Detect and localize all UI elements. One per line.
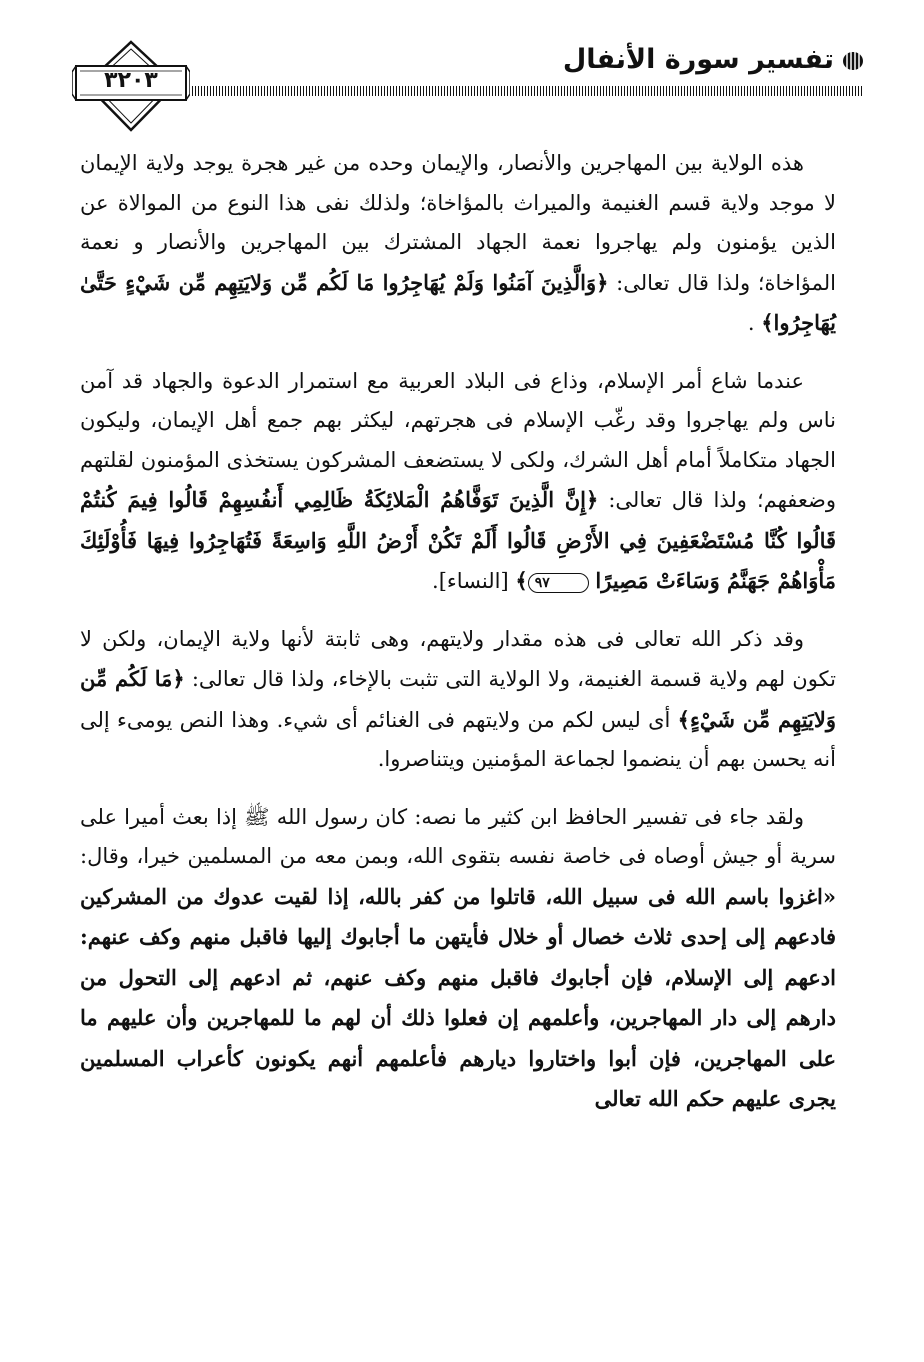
page-body [80,144,836,1138]
title-ornament-icon [842,50,864,72]
quran-verse: ﴿وَالَّذِينَ آمَنُوا وَلَمْ يُهَاجِرُوا مَا لَكُم مِّن وَلايَتِهِم مِّن شَيْءٍ حَتَّىٰ يُهَاجِرُوا﴾ [80,269,836,335]
quran-verse: ﴿مَا لَكُم مِّن وَلايَتِهِم مِّن شَيْءٍ﴾ [80,666,836,732]
running-title: تفسير سورة الأنفال [562,44,834,75]
page-header [72,38,864,138]
quran-verse: ﴿إِنَّ الَّذِينَ تَوَفَّاهُمُ الْمَلائِكَةُ ظَالِمِي أَنفُسِهِمْ قَالُوا فِيمَ كُنتُمْ قَالُوا كُنَّا مُسْتَضْعَفِينَ فِي الأَرْضِ قَالُوا أَلَمْ تَكُنْ أَرْضُ اللَّهِ وَاسِعَةً فَتُهَاجِرُوا فِيهَا فَأُوْلَئِكَ مَأْوَاهُمْ جَهَنَّمُ وَسَاءَتْ مَصِيرًا [80,487,836,593]
paragraph-text: هذه الولاية بين المهاجرين والأنصار، والإيمان وحده من غير هجرة يوجد ولاية الإيمان لا موجد ولاية قسم الغنيمة والميراث بالمؤاخاة؛ ولذلك نفى هذا النوع من الموالاة عن الذين يؤمنون ولم يهاجروا نعمة الجهاد المشترك بين المهاجرين والأنصار و نعمة المؤاخاة؛ ولذا قال تعالى: [80,151,836,295]
page-number: ٣٢٠٣ [104,68,158,93]
paragraph-text: وقد ذكر الله تعالى فى هذه مقدار ولايتهم، وهى ثابتة لأنها ولاية الإيمان، ولكن لا تكون لهم ولاية قسمة الغنيمة، ولا الولاية التى تثبت بالإخاء، ولذا قال تعالى: [80,626,837,691]
verse-close-bracket: ﴾ [515,568,528,593]
paragraph-text: عندما شاع أمر الإسلام، وذاع فى البلاد العربية مع استمرار الدعوة والجهاد قد آمن ناس ولم يهاجروا وقد رغّب الإسلام فى هجرتهم، ليكثر بهم جمع أهل الإيمان، وليكون الجهاد متكاملاً أمام أهل الشرك، ولكى لا يستضعف المشركون يستخذى المؤمنون لقلتهم وضعفهم؛ ولذا قال تعالى: [80,368,836,512]
header-rule [192,86,864,96]
paragraph-text: أى ليس لكم من ولايتهم فى الغنائم أى شيء. وهذا النص يومىء إلى أنه يحسن بهم أن ينضموا لجماعة المؤمنين ويتناصروا. [80,707,836,771]
verse-number-marker: ٩٧ [528,573,589,593]
paragraph-1 [80,144,836,344]
surah-reference: [النساء]. [432,569,516,593]
paragraph-text: . [747,311,762,335]
hadith-quote: «اغزوا باسم الله فى سبيل الله، قاتلوا من كفر بالله، إذا لقيت عدوك من المشركين فادعهم إلى إحدى ثلاث خصال أو خلال فأيتهن ما أجابوك إليها فاقبل منهم وكف عنهم: ادعهم إلى الإسلام، فإن أجابوك فاقبل منهم وكف عنهم، ثم ادعهم إلى التحول من دارهم إلى دار المهاجرين، وأعلمهم إن فعلوا ذلك أن لهم ما للمهاجرين وأن عليهم ما على المهاجرين، فإن أبوا واختاروا ديارهم فأعلمهم أنهم يكونون كأعراب المسلمين يجرى عليهم حكم الله تعالى [80,883,836,1111]
page-number-badge [72,38,190,138]
paragraph-text: ولقد جاء فى تفسير الحافظ ابن كثير ما نصه: كان رسول الله ﷺ إذا بعث أميرا على سرية أو جيش أوصاه فى خاصة نفسه بتقوى الله، وبمن معه من المسلمين خيرا، وقال: [80,804,836,868]
paragraph-2 [80,362,836,602]
paragraph-3 [80,620,836,780]
paragraph-4 [80,798,836,1120]
